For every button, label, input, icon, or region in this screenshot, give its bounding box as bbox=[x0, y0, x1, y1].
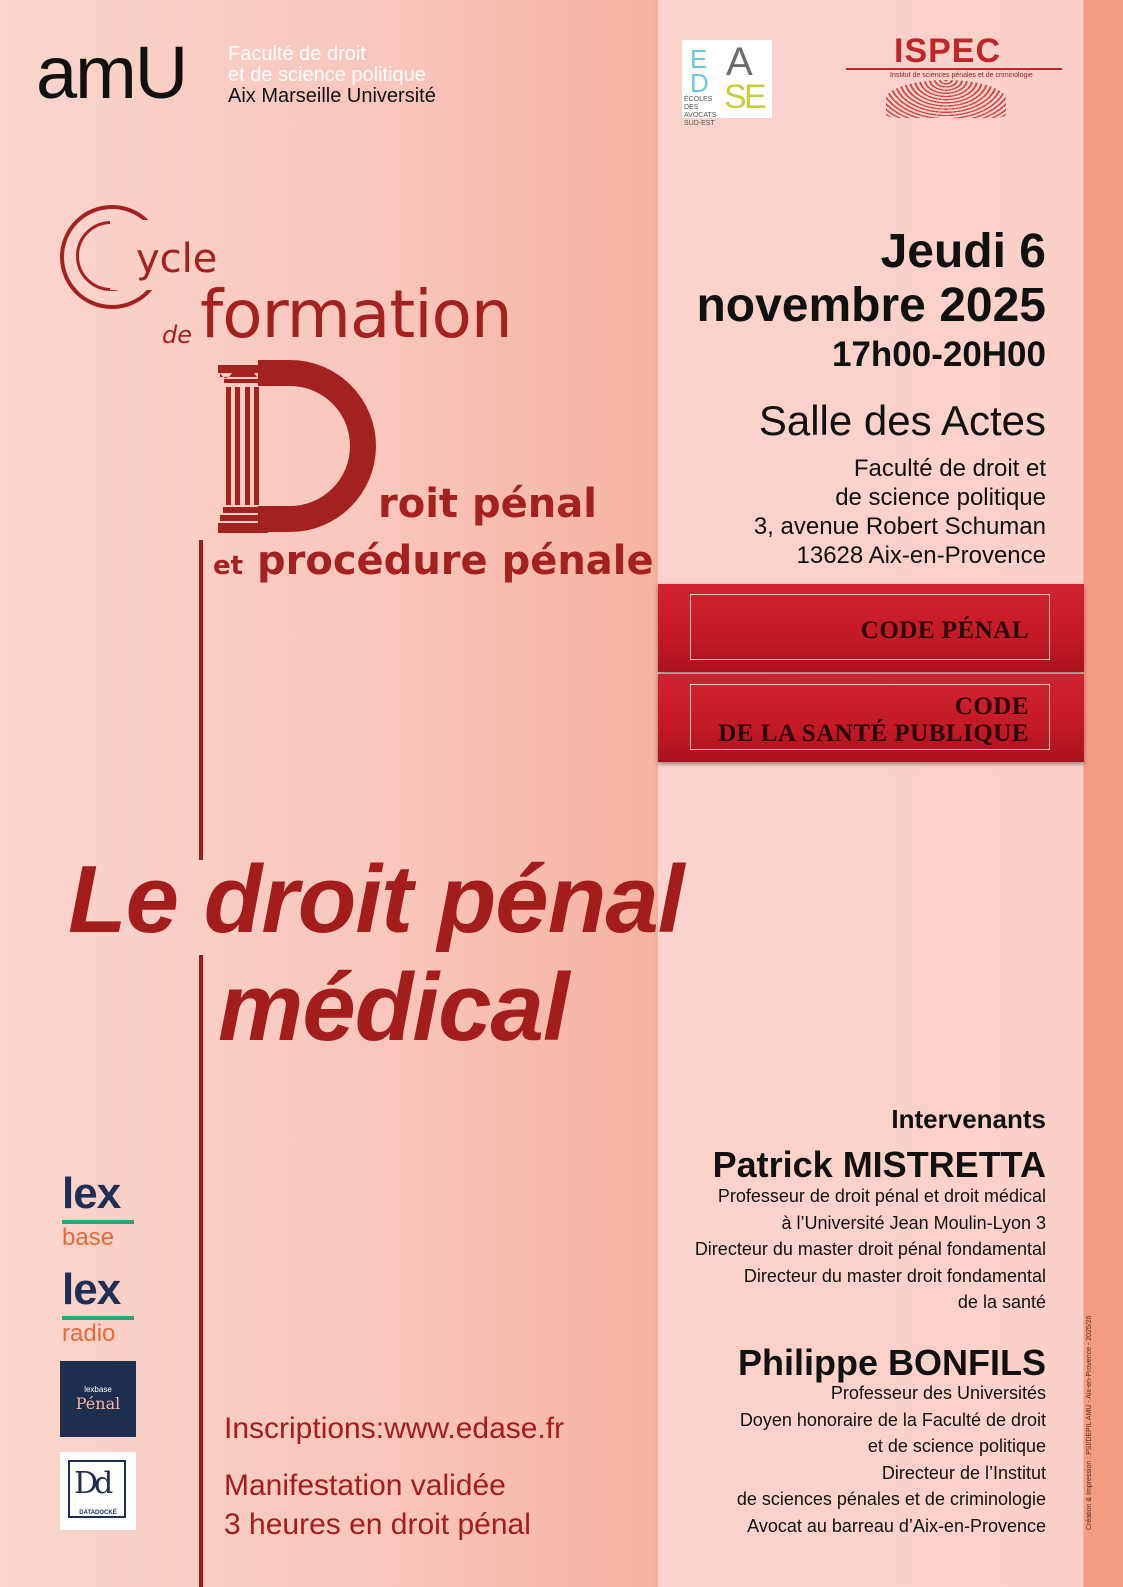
address-line: Faculté de droit et bbox=[853, 455, 1046, 482]
book-title-line: CODE bbox=[954, 693, 1029, 720]
speaker-role: de sciences pénales et de criminologie bbox=[736, 1489, 1046, 1509]
droit-penal-text: roit pénal bbox=[378, 481, 597, 527]
edase-letter-e2: E bbox=[744, 78, 767, 116]
book-code-sante bbox=[658, 674, 1084, 762]
lexbase-logo-word: lex bbox=[62, 1169, 121, 1218]
amu-logo: amU bbox=[36, 31, 187, 114]
speaker-role: Professeur de droit pénal et droit médical bbox=[717, 1186, 1046, 1206]
book-code-penal bbox=[658, 584, 1084, 672]
ispec-subtitle: Institut de sciences pénales et de criminologie bbox=[890, 72, 1033, 79]
lexradio-logo-sub: radio bbox=[62, 1320, 116, 1347]
event-venue: Salle des Actes bbox=[758, 397, 1046, 444]
address-line: de science politique bbox=[835, 484, 1046, 511]
speaker-role: Avocat au barreau d’Aix-en-Provence bbox=[747, 1515, 1046, 1536]
ispec-logo bbox=[846, 32, 1062, 120]
speaker-roles bbox=[695, 1183, 1046, 1316]
speaker-role: de la santé bbox=[957, 1292, 1046, 1312]
event-day: Jeudi 6 bbox=[880, 225, 1046, 278]
datadock-logo bbox=[60, 1452, 136, 1530]
cycle-word: ycle bbox=[136, 236, 218, 282]
speaker-role: et de science politique bbox=[867, 1436, 1046, 1456]
event-address bbox=[754, 454, 1046, 570]
faculty-line-1: Faculté de droit bbox=[228, 43, 366, 65]
et-word: et bbox=[213, 551, 244, 581]
edase-letter-e: E bbox=[690, 44, 708, 74]
speaker-role: Doyen honoraire de la Faculté de droit bbox=[739, 1409, 1046, 1430]
speaker-name: Patrick MISTRETTA bbox=[712, 1144, 1046, 1185]
faculty-line-2: et de science politique bbox=[228, 64, 426, 86]
lexbase-penal-logo bbox=[60, 1361, 136, 1437]
formation-word: formation bbox=[200, 276, 512, 353]
faculty-name bbox=[228, 44, 436, 107]
speaker-role: Professeur des Universités bbox=[830, 1383, 1046, 1403]
lexbase-penal-top: lexbase bbox=[84, 1385, 112, 1394]
book-title-line: DE LA SANTÉ PUBLIQUE bbox=[718, 720, 1029, 747]
speaker-role: à l’Université Jean Moulin-Lyon 3 bbox=[781, 1212, 1046, 1233]
book-title: CODE PÉNAL bbox=[860, 617, 1029, 644]
event-hours: 17h00-20H00 bbox=[831, 335, 1046, 374]
edase-letter-a: A bbox=[726, 40, 753, 84]
event-date: novembre 2025 bbox=[696, 279, 1046, 332]
big-d-letter bbox=[258, 360, 376, 532]
speaker-role: Directeur du master droit fondamental bbox=[743, 1265, 1046, 1286]
registration-link[interactable]: Inscriptions:www.edase.fr bbox=[224, 1412, 565, 1445]
edase-letter-d: D bbox=[690, 68, 709, 98]
validation-note bbox=[224, 1466, 531, 1544]
edase-small-text: ÉCOLES DES AVOCATS SUD-EST bbox=[684, 96, 717, 127]
print-credit bbox=[1086, 1290, 1098, 1530]
procedure-text: procédure pénale bbox=[257, 538, 654, 584]
procedure-line bbox=[213, 538, 654, 584]
datadock-label: DATADOCKÉ bbox=[79, 1510, 117, 1516]
book-title bbox=[718, 693, 1029, 747]
faculty-line-3: Aix Marseille Université bbox=[228, 85, 436, 107]
lexbase-logo-sub: base bbox=[62, 1224, 115, 1251]
speaker-name: Philippe BONFILS bbox=[737, 1342, 1046, 1383]
edase-logo bbox=[682, 40, 772, 127]
main-title-line-1: Le droit pénal bbox=[68, 846, 684, 953]
validation-line: 3 heures en droit pénal bbox=[224, 1508, 531, 1541]
ispec-title: ISPEC bbox=[894, 32, 1002, 70]
print-credit-text: Création & Impression : PSI/DEPIL AMU - Aix-en-Provence - 2025/26 bbox=[1086, 1315, 1093, 1530]
de-word: de bbox=[162, 321, 192, 349]
datadock-mark: Dd bbox=[74, 1466, 110, 1501]
address-line: 3, avenue Robert Schuman bbox=[753, 513, 1046, 540]
vertical-rule-top bbox=[199, 540, 203, 860]
main-title-line-2: médical bbox=[218, 954, 569, 1061]
validation-line: Manifestation validée bbox=[224, 1469, 506, 1502]
lexradio-logo-word: lex bbox=[62, 1265, 121, 1314]
speaker-roles bbox=[737, 1380, 1046, 1539]
fingerprint-icon bbox=[886, 80, 1006, 118]
speakers-heading: Intervenants bbox=[891, 1104, 1046, 1134]
speaker-role: Directeur du master droit pénal fondamental bbox=[694, 1239, 1046, 1259]
edase-letter-s: S bbox=[724, 78, 747, 116]
address-line: 13628 Aix-en-Provence bbox=[796, 542, 1046, 569]
speaker-role: Directeur de l’Institut bbox=[881, 1462, 1046, 1483]
book-frame bbox=[690, 684, 1050, 750]
vertical-rule-bottom bbox=[199, 955, 203, 1587]
book-frame bbox=[690, 594, 1050, 660]
lexbase-penal-bottom: Pénal bbox=[75, 1394, 121, 1413]
